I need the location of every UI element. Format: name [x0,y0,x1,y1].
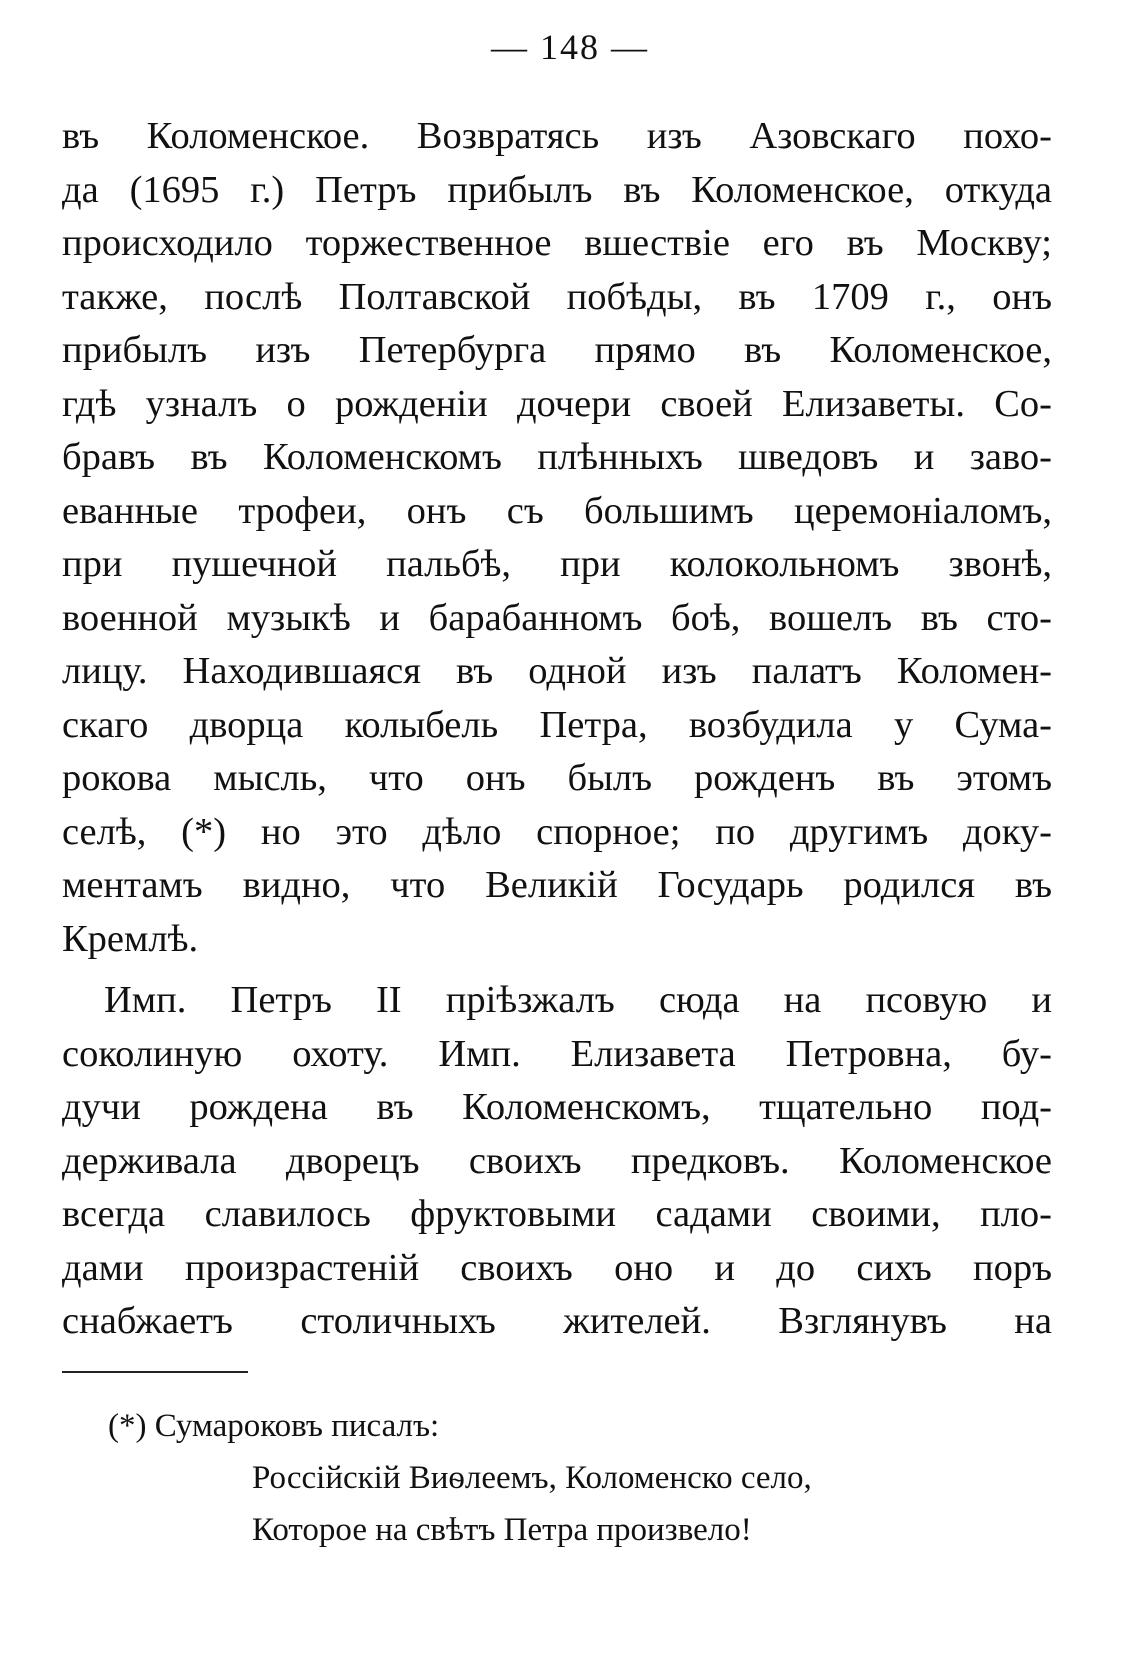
text-line: да (1695 г.) Петръ прибылъ въ Коломенское, откуда [62,168,1052,211]
text-line: происходило торжественное вшествіе его въ Москву; [62,222,1052,264]
text-line: снабжаетъ столичныхъ жителей. Взглянувъ на [62,1300,1052,1342]
text-line: еванные трофеи, онъ съ большимъ церемоніаломъ, [62,489,1052,532]
text-line: селѣ, (*) но это дѣло спорное; по другимъ доку- [62,810,1052,853]
text-line: лицу. Находившаяся въ одной изъ палатъ Коломен- [62,650,1052,692]
text-line: Кремлѣ. [62,917,199,960]
text-line: военной музыкѣ и барабанномъ боѣ, вошелъ въ сто- [62,596,1052,639]
footnote-divider [62,1371,248,1373]
text-line: также, послѣ Полтавской побѣды, въ 1709 г., онъ [62,275,1052,318]
text-line: гдѣ узналъ о рожденіи дочери своей Елизаветы. Со- [62,382,1052,425]
text-line: при пушечной пальбѣ, при колокольномъ звонѣ, [62,543,1052,585]
paragraph [62,974,1052,1349]
text-line: бравъ въ Коломенскомъ плѣнныхъ шведовъ и заво- [62,436,1052,478]
text-line: рокова мысль, что онъ былъ рожденъ въ этомъ [62,757,1052,799]
text-line: держивала дворецъ своихъ предковъ. Коломенское [62,1139,1052,1182]
text-line: прибылъ изъ Петербурга прямо въ Коломенское, [62,329,1052,371]
footnote-verse-line: Которое на свѣтъ Петра произвело! [252,1512,752,1548]
text-line: дами произрастеній своихъ оно и до сихъ поръ [62,1246,1052,1289]
body-text [62,110,1052,1349]
footnote [108,1400,1008,1556]
footnote-intro: (*) Сумароковъ писалъ: [108,1408,440,1444]
footnote-verse-line: Россійскій Виѳлеемъ, Коломенско село, [252,1460,812,1496]
text-line: всегда славилось фруктовыми садами своими, пло- [62,1193,1052,1235]
text-line: Имп. Петръ II пріѣзжалъ сюда на псовую и [104,979,1052,1021]
text-line: въ Коломенское. Возвратясь изъ Азовскаго похо- [62,115,1052,157]
paragraph [62,110,1052,966]
text-line: скаго дворца колыбель Петра, возбудила у Сума- [62,703,1052,746]
page-number: — 148 — [491,27,649,67]
text-line: ментамъ видно, что Великій Государь родился въ [62,864,1052,906]
text-line: соколиную охоту. Имп. Елизавета Петровна, бу- [62,1032,1052,1075]
text-line: дучи рождена въ Коломенскомъ, тщательно под- [62,1086,1052,1128]
